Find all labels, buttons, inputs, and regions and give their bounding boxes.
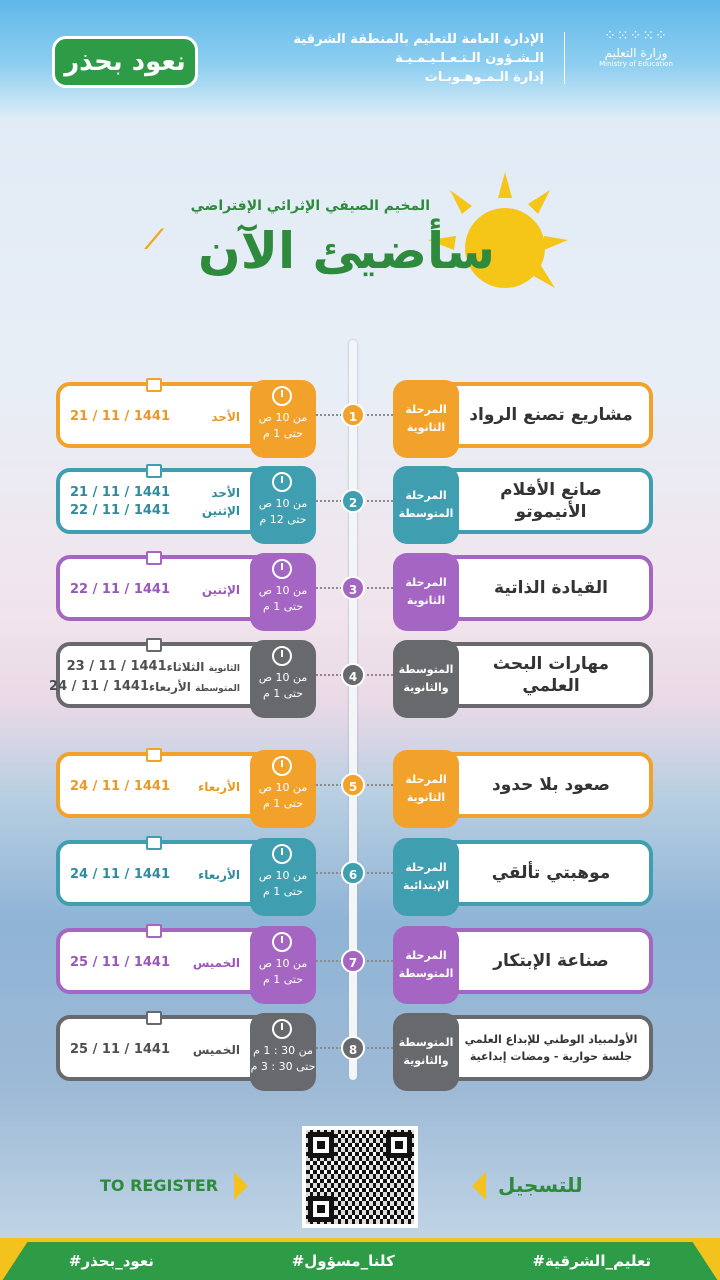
clock-icon	[272, 756, 292, 776]
time-to: حتى 30 : 3 م	[250, 1060, 316, 1073]
stage-badge: المرحلة المتوسطة	[393, 926, 459, 1004]
register-qr-code[interactable]	[302, 1126, 418, 1228]
date-line	[70, 408, 240, 426]
time-badge	[250, 553, 316, 631]
date-day: الأربعاء	[198, 780, 240, 794]
date-day: الأحد	[211, 410, 240, 424]
connector-dots	[367, 872, 393, 874]
time-to: حتى 1 م	[262, 885, 304, 898]
stage-badge: المرحلة المتوسطة	[393, 466, 459, 544]
date-value: 1441 / 11 / 21	[70, 409, 170, 424]
connector-dots	[316, 872, 342, 874]
program-number: 7	[341, 949, 365, 973]
schedule-card	[56, 468, 316, 534]
date-line	[70, 1041, 240, 1059]
stage-badge: المرحلة الثانوية	[393, 380, 459, 458]
clock-icon	[272, 472, 292, 492]
program-row	[0, 382, 720, 452]
time-badge	[250, 466, 316, 544]
connector-dots	[367, 784, 393, 786]
program-card[interactable]	[393, 555, 653, 621]
date-day: الأحد	[211, 486, 240, 500]
header-divider	[564, 32, 565, 84]
schedule-dates	[70, 954, 240, 972]
connector-dots	[316, 587, 342, 589]
time-to: حتى 1 م	[262, 427, 304, 440]
schedule-dates	[70, 1041, 240, 1059]
date-line	[70, 502, 240, 520]
time-from: من 30 : 1 م	[253, 1044, 313, 1057]
ministry-name-ar: وزارة التعليم	[604, 46, 668, 60]
ministry-name-en: Ministry of Education	[599, 60, 673, 68]
date-day: الإثنين	[201, 583, 240, 597]
connector-dots	[316, 1047, 342, 1049]
qr-finder-icon	[308, 1132, 334, 1158]
date-line	[70, 484, 240, 502]
program-title: صعود بلا حدود	[492, 775, 610, 795]
time-to: حتى 1 م	[262, 973, 304, 986]
register-label-en: TO REGISTER	[100, 1176, 219, 1195]
calendar-icon	[146, 551, 162, 565]
footer-band	[0, 1238, 720, 1280]
date-value: 1441 / 11 / 25	[70, 955, 170, 970]
program-number: 5	[341, 773, 365, 797]
date-day: الإثنين	[201, 504, 240, 518]
clock-icon	[272, 646, 292, 666]
program-card[interactable]	[393, 928, 653, 994]
schedule-card	[56, 840, 316, 906]
clock-icon	[272, 559, 292, 579]
date-day: الخميس	[192, 956, 240, 970]
arrow-right-icon	[234, 1172, 248, 1200]
program-number: 1	[341, 403, 365, 427]
program-card[interactable]	[393, 642, 653, 708]
date-value: 1441 / 11 / 22	[70, 503, 170, 518]
schedule-card	[56, 1015, 316, 1081]
program-title: مهارات البحث العلمي	[492, 654, 610, 696]
campaign-logo: نعود بحذر	[52, 36, 198, 88]
date-day: المتوسطة الأربعاء	[149, 680, 240, 694]
header-line-1: الإدارة العامة للتعليم بالمنطقة الشرقية	[293, 32, 544, 47]
date-value: 1441 / 11 / 24	[70, 779, 170, 794]
date-value: 1441 / 11 / 24	[70, 867, 170, 882]
date-day: الخميس	[192, 1043, 240, 1057]
ministry-mark-icon: ⁘⁙⁘⁙⁘	[604, 28, 668, 44]
hashtag-1[interactable]: #نعود_بحذر	[68, 1252, 154, 1270]
stage-badge: المرحلة الثانوية	[393, 750, 459, 828]
time-to: حتى 1 م	[262, 797, 304, 810]
glow-lines-icon: ⟋	[145, 225, 164, 255]
program-card[interactable]	[393, 752, 653, 818]
schedule-dates	[70, 778, 240, 796]
program-card[interactable]	[393, 840, 653, 906]
program-row	[0, 840, 720, 910]
time-to: حتى 1 م	[262, 687, 304, 700]
program-number: 4	[341, 663, 365, 687]
connector-dots	[316, 784, 342, 786]
program-title: الأولمبياد الوطني للإبداع العلمي جلسة حوارية - ومضات إبداعية	[464, 1033, 638, 1063]
time-badge	[250, 1013, 316, 1091]
time-badge	[250, 926, 316, 1004]
calendar-icon	[146, 836, 162, 850]
calendar-icon	[146, 464, 162, 478]
clock-icon	[272, 1019, 292, 1039]
schedule-card	[49, 642, 316, 708]
program-number: 2	[341, 489, 365, 513]
connector-dots	[367, 587, 393, 589]
program-title: موهبتي تألقي	[491, 863, 611, 883]
program-title: صانع الأفلام الأنيموتو	[500, 480, 602, 522]
qr-finder-icon	[386, 1132, 412, 1158]
connector-dots	[367, 960, 393, 962]
program-number: 6	[341, 861, 365, 885]
program-row	[0, 555, 720, 625]
program-card[interactable]	[393, 382, 653, 448]
arrow-left-icon	[472, 1172, 486, 1200]
calendar-icon	[146, 924, 162, 938]
ministry-logo	[586, 28, 686, 88]
hashtag-3[interactable]: #تعليم_الشرقية	[532, 1252, 652, 1270]
camp-subtitle: المخيم الصيفي الإثرائي الإفتراضي	[190, 198, 430, 214]
schedule-dates	[49, 658, 240, 698]
schedule-dates	[70, 866, 240, 884]
stage-badge: المرحلة الإبتدائية	[393, 838, 459, 916]
footer-corner-right	[690, 1238, 720, 1280]
time-badge	[250, 380, 316, 458]
program-row	[0, 928, 720, 998]
date-day: الثانوية الثلاثاء	[166, 660, 240, 674]
time-to: حتى 1 م	[262, 600, 304, 613]
program-row	[0, 752, 720, 822]
stage-badge: المرحلة الثانوية	[393, 553, 459, 631]
camp-title: سأضيئ الآن	[198, 222, 495, 280]
clock-icon	[272, 386, 292, 406]
date-tag: المتوسطة	[195, 684, 240, 694]
calendar-icon	[146, 378, 162, 392]
clock-icon	[272, 844, 292, 864]
connector-dots	[367, 500, 393, 502]
stage-badge: المتوسطة والثانوية	[393, 1013, 459, 1091]
time-from: من 10 ص	[258, 869, 308, 882]
program-card[interactable]	[393, 1015, 653, 1081]
connector-dots	[367, 414, 393, 416]
schedule-dates	[70, 408, 240, 426]
connector-dots	[316, 414, 342, 416]
program-number: 8	[341, 1036, 365, 1060]
date-value: 1441 / 11 / 22	[70, 582, 170, 597]
connector-dots	[316, 674, 342, 676]
date-value: 1441 / 11 / 24	[49, 679, 150, 694]
qr-finder-icon	[308, 1196, 334, 1222]
connector-dots	[316, 500, 342, 502]
program-row	[0, 468, 720, 538]
program-card[interactable]	[393, 468, 653, 534]
stage-badge: المتوسطة والثانوية	[393, 640, 459, 718]
program-title: القيادة الذاتية	[494, 578, 608, 598]
register-label-ar: للتسجيل	[498, 1173, 583, 1197]
date-line	[70, 778, 240, 796]
date-line	[70, 581, 240, 599]
program-number: 3	[341, 576, 365, 600]
connector-dots	[316, 960, 342, 962]
connector-dots	[367, 1047, 393, 1049]
time-from: من 10 ص	[258, 497, 308, 510]
hashtag-2[interactable]: #كلنا_مسؤول	[291, 1252, 395, 1270]
header-line-3: إدارة الـمـوهـوبـات	[424, 70, 544, 85]
time-from: من 10 ص	[258, 584, 308, 597]
calendar-icon	[146, 748, 162, 762]
schedule-card	[56, 382, 316, 448]
date-value: 1441 / 11 / 25	[70, 1042, 170, 1057]
time-from: من 10 ص	[258, 671, 308, 684]
calendar-icon	[146, 1011, 162, 1025]
date-line	[70, 866, 240, 884]
schedule-dates	[70, 484, 240, 520]
time-to: حتى 12 م	[259, 513, 307, 526]
time-badge	[250, 838, 316, 916]
clock-icon	[272, 932, 292, 952]
date-line	[70, 954, 240, 972]
time-from: من 10 ص	[258, 957, 308, 970]
calendar-icon	[146, 638, 162, 652]
date-value: 1441 / 11 / 21	[70, 485, 170, 500]
date-value: 1441 / 11 / 23	[66, 659, 167, 674]
schedule-dates	[70, 581, 240, 599]
header-text	[293, 30, 544, 87]
footer-corner-left	[0, 1238, 30, 1280]
date-line	[66, 658, 240, 678]
program-row	[0, 1015, 720, 1085]
date-line	[49, 678, 240, 698]
program-row	[0, 642, 720, 712]
program-title: صناعة الإبتكار	[493, 951, 609, 971]
time-badge	[250, 750, 316, 828]
time-from: من 10 ص	[258, 781, 308, 794]
schedule-card	[56, 555, 316, 621]
date-day: الأربعاء	[198, 868, 240, 882]
schedule-card	[56, 928, 316, 994]
program-title: مشاريع تصنع الرواد	[469, 405, 633, 425]
time-from: من 10 ص	[258, 411, 308, 424]
connector-dots	[367, 674, 393, 676]
header-line-2: الـشـؤون الـتـعـلـيـمـيـة	[395, 51, 544, 66]
time-badge	[250, 640, 316, 718]
schedule-card	[56, 752, 316, 818]
date-tag: الثانوية	[208, 664, 240, 674]
